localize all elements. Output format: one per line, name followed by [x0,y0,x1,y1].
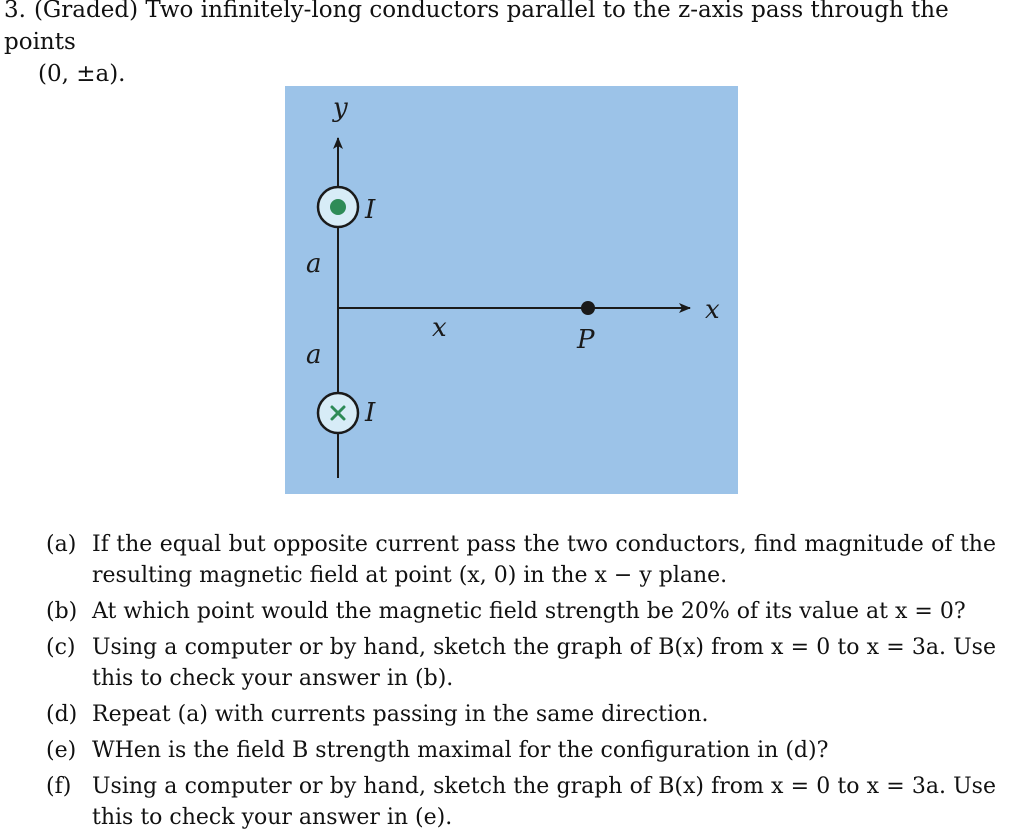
conductor-figure [285,86,738,494]
part-label: (a) [46,532,77,557]
part-label: (e) [46,738,77,763]
x-distance-label: x [432,313,447,343]
problem-part-c [46,632,996,694]
part-text: At which point would the magnetic field strength be 20% of its value at x = 0? [92,599,966,624]
upper-conductor [318,187,358,227]
problem-parts-list [46,529,996,838]
current-out-dot-icon [330,199,346,215]
problem-part-d [46,699,996,730]
part-label: (d) [46,702,78,727]
problem-intro-line1: (Graded) Two infinitely-long conductors parallel to the z-axis pass through the points [4,0,949,55]
point-p-label: P [577,325,595,355]
part-text: Using a computer or by hand, sketch the graph of B(x) from x = 0 to x = 3a. Use this to check your answer in (b). [92,635,996,691]
x-axis-label: x [705,295,720,325]
part-text: WHen is the field B strength maximal for the configuration in (d)? [92,738,829,763]
figure-diagram [285,86,738,494]
lower-conductor [318,393,358,433]
problem-part-a [46,529,996,591]
y-axis-label: y [333,93,348,123]
problem-intro-line2: (0, ±a). [38,61,126,87]
part-text: Repeat (a) with currents passing in the same direction. [92,702,709,727]
part-text: Using a computer or by hand, sketch the graph of B(x) from x = 0 to x = 3a. Use this to check your answer in (e). [92,774,996,830]
lower-distance-label: a [306,340,322,370]
problem-part-e [46,735,996,766]
lower-current-label: I [365,398,376,428]
part-label: (c) [46,635,76,660]
problem-statement [4,0,1014,90]
problem-part-b [46,596,996,627]
upper-distance-label: a [306,249,322,279]
upper-current-label: I [365,195,376,225]
part-label: (b) [46,599,78,624]
point-p-marker [581,301,595,315]
problem-number: 3. [4,0,26,23]
part-label: (f) [46,774,72,799]
problem-part-f [46,771,996,833]
part-text: If the equal but opposite current pass the two conductors, find magnitude of the resulting magnetic field at point (x, 0) in the x − y plane. [92,532,996,588]
